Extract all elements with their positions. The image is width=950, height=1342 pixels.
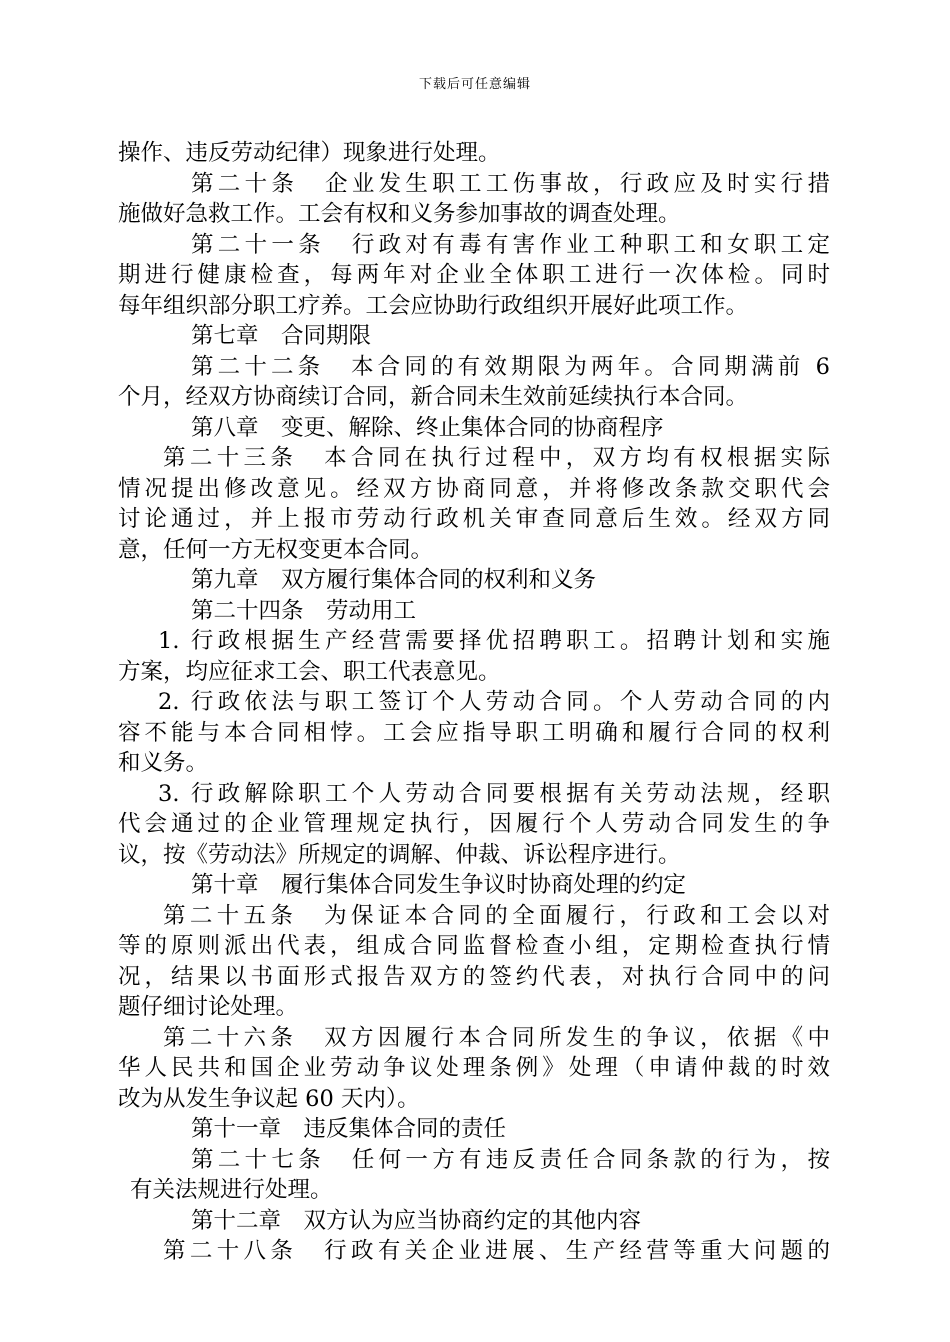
text-line: 容不能与本合同相悖。工会应指导职工明确和履行合同的权利 xyxy=(118,719,830,746)
text-line: 施做好急救工作。工会有权和义务参加事故的调查处理。 xyxy=(118,201,681,227)
text-line: 第二十二条 本合同的有效期限为两年。合同期满前 6 xyxy=(191,353,830,380)
text-line: 第十二章 双方认为应当协商约定的其他内容 xyxy=(191,1207,642,1234)
text-line: 改为从发生争议起 60 天内）。 xyxy=(118,1085,420,1112)
text-line: 第九章 双方履行集体合同的权利和义务 xyxy=(191,567,597,593)
text-line: 第二十六条 双方因履行本合同所发生的争议，依据《中 xyxy=(163,1024,830,1051)
page-header: 下载后可任意编辑 xyxy=(418,77,531,92)
text-line: 方案，均应征求工会、职工代表意见。 xyxy=(118,658,501,685)
text-line: 和义务。 xyxy=(118,750,209,776)
text-line: 3. 行政解除职工个人劳动合同要根据有关劳动法规，经职 xyxy=(158,780,830,807)
text-line: 议，按《劳动法》所规定的调解、仲裁、诉讼程序进行。 xyxy=(118,841,681,868)
text-line: 第二十一条 行政对有毒有害作业工种职工和女职工定 xyxy=(191,231,830,258)
text-line: 1. 行政根据生产经营需要择优招聘职工。招聘计划和实施 xyxy=(158,628,830,654)
text-line: 讨论通过，并上报市劳动行政机关审查同意后生效。经双方同 xyxy=(118,506,830,532)
text-line: 代会通过的企业管理规定执行，因履行个人劳动合同发生的争 xyxy=(118,811,830,837)
text-line: 华人民共和国企业劳动争议处理条例》处理（申请仲裁的时效 xyxy=(118,1055,830,1081)
text-line: 等的原则派出代表，组成合同监督检查小组，定期检查执行情 xyxy=(118,933,830,959)
text-line: 第二十条 企业发生职工工伤事故，行政应及时实行措 xyxy=(191,170,830,197)
text-line: 况，结果以书面形式报告双方的签约代表，对执行合同中的问 xyxy=(118,963,830,990)
text-line: 第二十七条 任何一方有违反责任合同条款的行为，按 xyxy=(191,1146,830,1173)
text-line: 第二十五条 为保证本合同的全面履行，行政和工会以对 xyxy=(163,902,830,929)
text-line: 操作、违反劳动纪律）现象进行处理。 xyxy=(118,140,501,166)
text-line: 情况提出修改意见。经双方协商同意，并将修改条款交职代会 xyxy=(118,475,830,502)
text-line: 第二十三条 本合同在执行过程中，双方均有权根据实际 xyxy=(163,445,830,471)
text-line: 第八章 变更、解除、终止集体合同的协商程序 xyxy=(191,414,664,441)
text-line: 第二十四条 劳动用工 xyxy=(191,597,417,624)
text-line: 题仔细讨论处理。 xyxy=(118,994,299,1020)
text-line: 第十章 履行集体合同发生争议时协商处理的约定 xyxy=(191,872,687,898)
text-line: 2. 行政依法与职工签订个人劳动合同。个人劳动合同的内 xyxy=(158,689,830,715)
text-line: 第七章 合同期限 xyxy=(191,323,372,349)
document-body xyxy=(118,138,830,1267)
text-line: 第十一章 违反集体合同的责任 xyxy=(191,1116,507,1142)
text-line: 每年组织部分职工疗养。工会应协助行政组织开展好此项工作。 xyxy=(118,292,749,319)
text-line: 期进行健康检查，每两年对企业全体职工进行一次体检。同时 xyxy=(118,262,830,288)
text-line: 意，任何一方无权变更本合同。 xyxy=(118,536,434,563)
text-line: 有关法规进行处理。 xyxy=(130,1177,333,1203)
text-line: 第二十八条 行政有关企业进展、生产经营等重大问题的 xyxy=(163,1238,830,1264)
text-line: 个月，经双方协商续订合同，新合同未生效前延续执行本合同。 xyxy=(118,384,749,410)
